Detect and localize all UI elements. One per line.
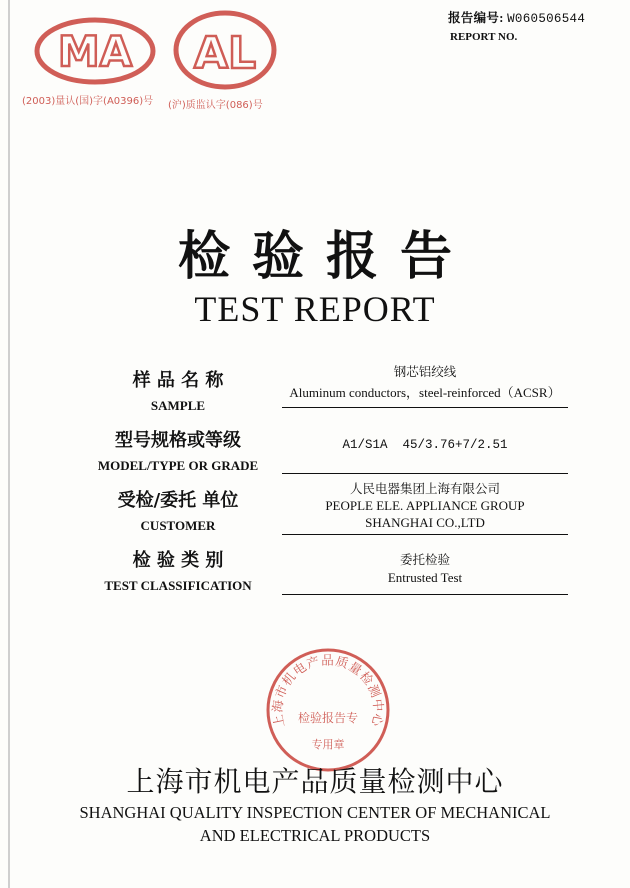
cma-stamp-text: MA [57, 27, 133, 76]
report-number-label-en: REPORT NO. [450, 31, 518, 43]
sample-label-en: SAMPLE [150, 398, 206, 413]
sample-label-cn: 样 品 名 称 [132, 370, 224, 391]
cal-stamp [170, 8, 280, 92]
report-number-value: W060506544 [507, 12, 586, 26]
cma-stamp-caption: (2003)量认(国)字(A0396)号 [22, 96, 154, 107]
sample-value-en: Aluminum conductors，steel-reinforced（ACSR） [289, 385, 561, 400]
customer-value-en-2: SHANGHAI CO.,LTD [365, 515, 485, 530]
classification-label-cn: 检 验 类 别 [132, 550, 224, 571]
seal-center-text: 检验报告专 [297, 711, 359, 725]
sample-underline [282, 407, 568, 408]
customer-underline [282, 534, 568, 535]
customer-label-en: CUSTOMER [140, 518, 216, 533]
model-label-cn: 型号规格或等级 [115, 430, 241, 451]
classification-label-en: TEST CLASSIFICATION [104, 578, 252, 593]
seal-ring-text: 上海市机电产品质量检测中心 [269, 652, 387, 729]
model-value: A1/S1A 45/3.76+7/2.51 [342, 438, 508, 452]
title-english: TEST REPORT [194, 289, 436, 329]
organization-name-en-2: AND ELECTRICAL PRODUCTS [199, 826, 431, 845]
cal-stamp-caption: (沪)质监认字(086)号 [168, 100, 263, 111]
title-chinese: 检验报告 [177, 227, 474, 287]
cma-stamp [30, 14, 160, 88]
page-edge [8, 0, 10, 888]
classification-underline [282, 594, 568, 595]
model-label-en: MODEL/TYPE OR GRADE [97, 458, 259, 473]
model-underline [282, 473, 568, 474]
seal-bottom-text: 专用章 [311, 738, 345, 751]
classification-value-en: Entrusted Test [387, 570, 463, 585]
customer-value-cn: 人民电器集团上海有限公司 [349, 481, 500, 496]
sample-value-cn: 钢芯铝绞线 [393, 364, 457, 379]
report-number-label: 报告编号: [448, 11, 504, 25]
classification-value-cn: 委托检验 [399, 552, 450, 567]
report-number [448, 8, 585, 26]
organization-name-cn: 上海市机电产品质量检测中心 [126, 765, 504, 798]
official-seal [262, 644, 394, 776]
organization-name-en-1: SHANGHAI QUALITY INSPECTION CENTER OF MECHANICAL [79, 803, 551, 822]
customer-label-cn: 受检/委托 单位 [117, 490, 239, 511]
cal-stamp-text: AL [193, 28, 257, 79]
customer-value-en-1: PEOPLE ELE. APPLIANCE GROUP [325, 498, 525, 513]
